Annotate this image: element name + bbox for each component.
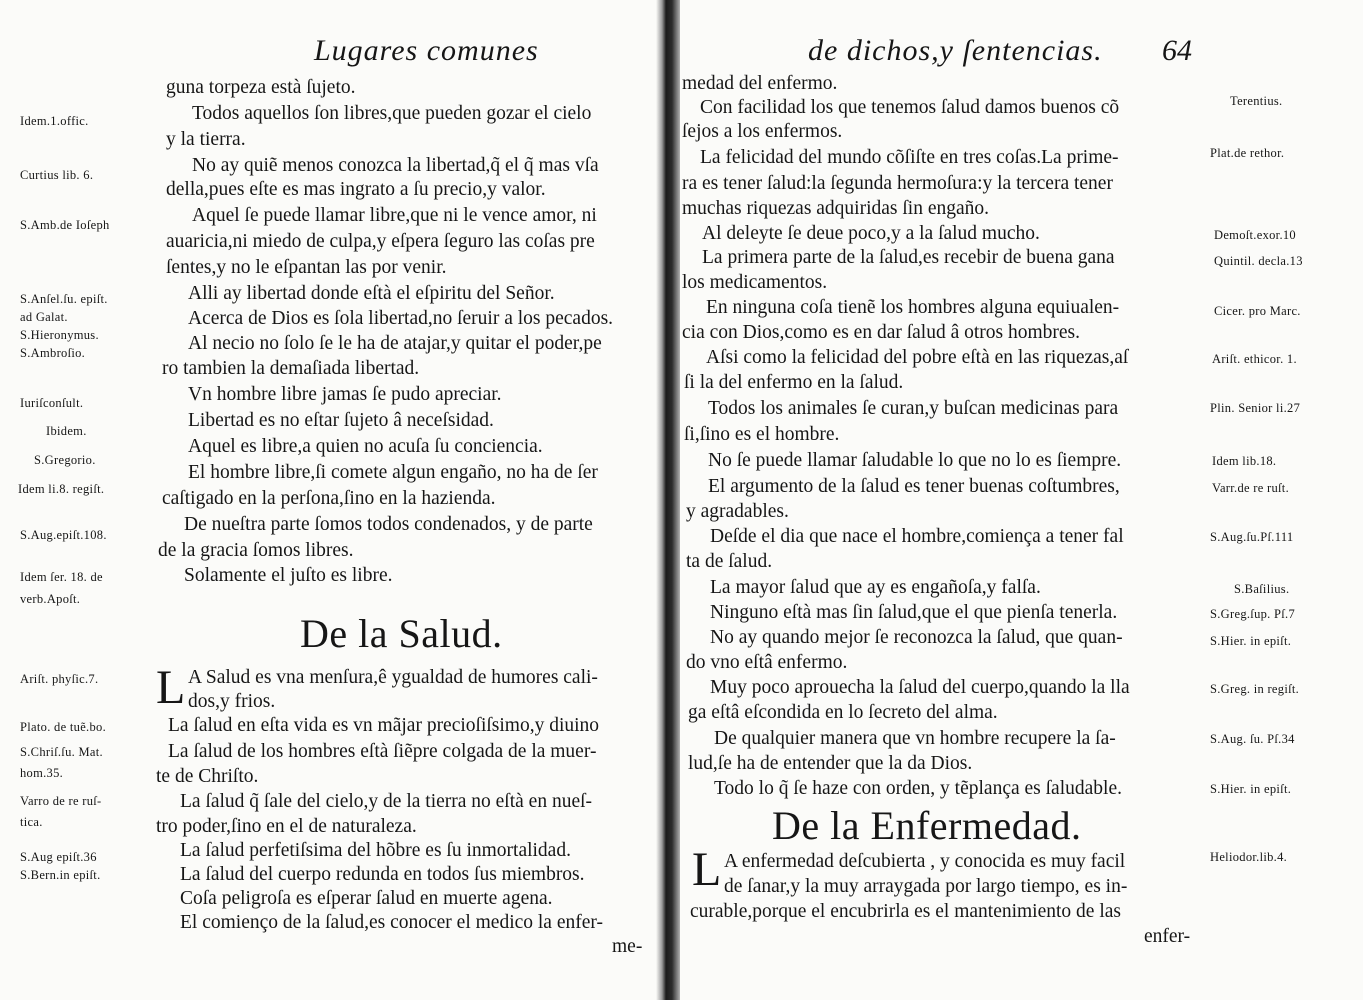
- text-line: Aquel es libre,a quien no acuſa ſu conciencia.: [188, 436, 543, 457]
- text-line: El argumento de la ſalud es tener buenas coſtumbres,: [708, 476, 1120, 497]
- text-line: De nueſtra parte ſomos todos condenados, y de parte: [184, 514, 593, 535]
- margin-note: ad Galat.: [20, 310, 68, 324]
- text-line: y la tierra.: [166, 129, 246, 150]
- section-heading-salud: De la Salud.: [300, 611, 503, 656]
- text-line: tro poder,ſino en el de naturaleza.: [156, 816, 417, 837]
- text-line: do vno eſtâ enfermo.: [686, 652, 848, 673]
- left-page: [0, 0, 664, 1000]
- text-line: Con facilidad los que tenemos ſalud damos buenos cõ: [700, 97, 1120, 118]
- margin-note: S.Anſel.ſu. epiſt.: [20, 292, 108, 306]
- text-line: El comienço de la ſalud,es conocer el medico la enfer-: [180, 912, 603, 933]
- margin-note: S.Greg.ſup. Pſ.7: [1210, 607, 1296, 621]
- text-line: ſi,ſino es el hombre.: [684, 424, 840, 445]
- text-line: enfer-: [1144, 926, 1191, 947]
- text-line: La primera parte de la ſalud,es recebir de buena gana: [702, 247, 1115, 268]
- text-line: ſentes,y no le eſpantan las por venir.: [166, 257, 447, 278]
- margin-note: S.Aug.epiſt.108.: [20, 528, 107, 542]
- text-line: me-: [612, 936, 643, 957]
- text-line: medad del enfermo.: [682, 73, 838, 94]
- text-line: guna torpeza està ſujeto.: [166, 77, 356, 98]
- margin-note: S.Gregorio.: [34, 453, 96, 467]
- text-line: Al necio no ſolo ſe le ha de atajar,y quitar el poder,pe: [188, 333, 602, 354]
- text-line: de la gracia ſomos libres.: [158, 540, 354, 561]
- text-line: ra es tener ſalud:la ſegunda hermoſura:y la tercera tener: [682, 173, 1113, 194]
- margin-note: S.Hieronymus.: [20, 328, 99, 342]
- margin-note: S.Baſilius.: [1234, 582, 1290, 596]
- right-running-head: de dichos,y ſentencias.: [808, 34, 1103, 67]
- margin-note: S.Greg. in regiſt.: [1210, 682, 1300, 696]
- margin-note: Ibidem.: [46, 424, 87, 438]
- text-line: Todo lo q̃ ſe haze con orden, y tẽplança es ſaludable.: [714, 778, 1122, 799]
- text-line: No ſe puede llamar ſaludable lo que no lo es ſiempre.: [708, 450, 1122, 471]
- text-line: A Salud es vna menſura,ê ygualdad de humores cali-: [188, 667, 598, 688]
- right-page: [680, 0, 1363, 1000]
- text-line: La ſalud q̃ ſale del cielo,y de la tierra no eſtà en nueſ-: [180, 791, 593, 812]
- margin-note: Iuriſconſult.: [20, 396, 84, 410]
- margin-note: S.Hier. in epiſt.: [1210, 782, 1292, 796]
- drop-cap: L: [156, 661, 186, 714]
- text-line: lud,ſe ha de entender que la da Dios.: [688, 753, 973, 774]
- text-line: cia con Dios,como es en dar ſalud â otros hombres.: [682, 322, 1081, 343]
- text-line: Todos aquellos ſon libres,que pueden gozar el cielo: [192, 103, 592, 124]
- text-line: No ay quiẽ menos conozca la libertad,q̃ el q̃ mas vſa: [192, 155, 599, 176]
- text-line: Alli ay libertad donde eſtà el eſpiritu del Señor.: [188, 283, 555, 304]
- text-line: Muy poco aprouecha la ſalud del cuerpo,quando la lla: [710, 677, 1130, 698]
- text-line: Solamente el juſto es libre.: [184, 565, 393, 586]
- margin-note: Ariſt. ethicor. 1.: [1212, 352, 1297, 366]
- text-line: Acerca de Dios es ſola libertad,no ſeruir a los pecados.: [188, 308, 614, 329]
- text-line: muchas riquezas adquiridas ſin engaño.: [682, 198, 990, 219]
- text-line: ta de ſalud.: [686, 551, 773, 572]
- margin-note: Heliodor.lib.4.: [1210, 850, 1288, 864]
- margin-note: hom.35.: [20, 766, 64, 780]
- margin-note: Quintil. decla.13: [1214, 254, 1303, 268]
- margin-note: S.Bern.in epiſt.: [20, 868, 101, 882]
- margin-note: S.Hier. in epiſt.: [1210, 634, 1292, 648]
- text-line: Aquel ſe puede llamar libre,que ni le vence amor, ni: [192, 205, 597, 226]
- margin-note: S.Amb.de Ioſeph: [20, 218, 110, 232]
- margin-note: Idem ſer. 18. de: [20, 570, 103, 584]
- margin-note: Idem li.8. regiſt.: [18, 482, 105, 496]
- margin-note: Varr.de re ruſt.: [1212, 481, 1289, 495]
- margin-note: Idem lib.18.: [1212, 454, 1277, 468]
- text-line: La felicidad del mundo cõſiſte en tres coſas.La prime-: [700, 147, 1119, 168]
- text-line: El hombre libre,ſi comete algun engaño, no ha de ſer: [188, 462, 598, 483]
- margin-note: Varro de re ruſ-: [20, 794, 102, 808]
- text-line: A enfermedad deſcubierta , y conocida es muy facil: [724, 851, 1126, 872]
- margin-note: verb.Apoſt.: [20, 592, 81, 606]
- text-line: curable,porque el encubrirla es el mantenimiento de las: [690, 901, 1121, 922]
- text-line: della,pues eſte es mas ingrato a ſu precio,y valor.: [166, 179, 546, 200]
- text-line: los medicamentos.: [682, 272, 828, 293]
- margin-note: S.Chriſ.ſu. Mat.: [20, 745, 103, 759]
- text-line: caſtigado en la perſona,ſino en la hazienda.: [162, 488, 496, 509]
- text-line: Al deleyte ſe deue poco,y a la ſalud mucho.: [702, 223, 1040, 244]
- text-line: La ſalud perfetiſsima del hõbre es ſu inmortalidad.: [180, 840, 571, 861]
- left-running-head: Lugares comunes: [314, 34, 539, 67]
- margin-note: tica.: [20, 815, 43, 829]
- margin-note: Terentius.: [1230, 94, 1283, 108]
- text-line: La ſalud del cuerpo redunda en todos ſus miembros.: [180, 864, 585, 885]
- text-line: ro tambien la demaſiada libertad.: [162, 358, 420, 379]
- margin-note: Cicer. pro Marc.: [1214, 304, 1301, 318]
- margin-note: Curtius lib. 6.: [20, 168, 94, 182]
- text-line: En ninguna coſa tienẽ los hombres alguna equiualen-: [706, 297, 1120, 318]
- margin-note: S.Aug.ſu.Pſ.111: [1210, 530, 1294, 544]
- text-line: De qualquier manera que vn hombre recupere la ſa-: [714, 728, 1116, 749]
- margin-note: Demoſt.exor.10: [1214, 228, 1296, 242]
- text-line: La mayor ſalud que ay es engañoſa,y falſa.: [710, 577, 1041, 598]
- text-line: dos,y frios.: [188, 691, 276, 712]
- margin-note: S.Aug epiſt.36: [20, 850, 97, 864]
- text-line: Deſde el dia que nace el hombre,comiença a tener fal: [710, 526, 1124, 547]
- text-line: auaricia,ni miedo de culpa,y eſpera ſeguro las coſas pre: [166, 231, 595, 252]
- margin-note: Idem.1.offic.: [20, 114, 89, 128]
- text-line: ſejos a los enfermos.: [682, 121, 843, 142]
- text-line: Coſa peligroſa es eſperar ſalud en muerte agena.: [180, 888, 553, 909]
- text-line: Vn hombre libre jamas ſe pudo apreciar.: [188, 384, 502, 405]
- page-number: 64: [1162, 34, 1192, 67]
- margin-note: Ariſt. phyſic.7.: [20, 672, 99, 686]
- text-line: Libertad es no eſtar ſujeto â neceſsidad.: [188, 410, 494, 431]
- drop-cap: L: [692, 843, 722, 896]
- text-line: La ſalud de los hombres eſtà ſiẽpre colgada de la muer-: [168, 741, 597, 762]
- text-line: La ſalud en eſta vida es vn mãjar precioſiſsimo,y diuino: [168, 715, 600, 736]
- margin-note: Plato. de tuẽ.bo.: [20, 720, 106, 734]
- margin-note: Plin. Senior li.27: [1210, 401, 1301, 415]
- section-heading-enfermedad: De la Enfermedad.: [772, 803, 1082, 848]
- text-line: ga eſtâ eſcondida en lo ſecreto del alma.: [688, 702, 998, 723]
- margin-note: S.Ambroſio.: [20, 346, 86, 360]
- text-line: Ninguno eſtà mas ſin ſalud,que el que pienſa tenerla.: [710, 602, 1118, 623]
- text-line: No ay quando mejor ſe reconozca la ſalud, que quan-: [710, 627, 1123, 648]
- margin-note: S.Aug. ſu. Pſ.34: [1210, 732, 1295, 746]
- text-line: Todos los animales ſe curan,y buſcan medicinas para: [708, 398, 1119, 419]
- text-line: y agradables.: [686, 501, 789, 522]
- text-line: ſi la del enfermo en la ſalud.: [684, 372, 904, 393]
- margin-note: Plat.de rethor.: [1210, 146, 1285, 160]
- text-line: de ſanar,y la muy arraygada por largo tiempo, es in-: [724, 876, 1128, 897]
- text-line: te de Chriſto.: [156, 766, 259, 787]
- text-line: Aſsi como la felicidad del pobre eſtà en las riquezas,aſ: [706, 347, 1129, 368]
